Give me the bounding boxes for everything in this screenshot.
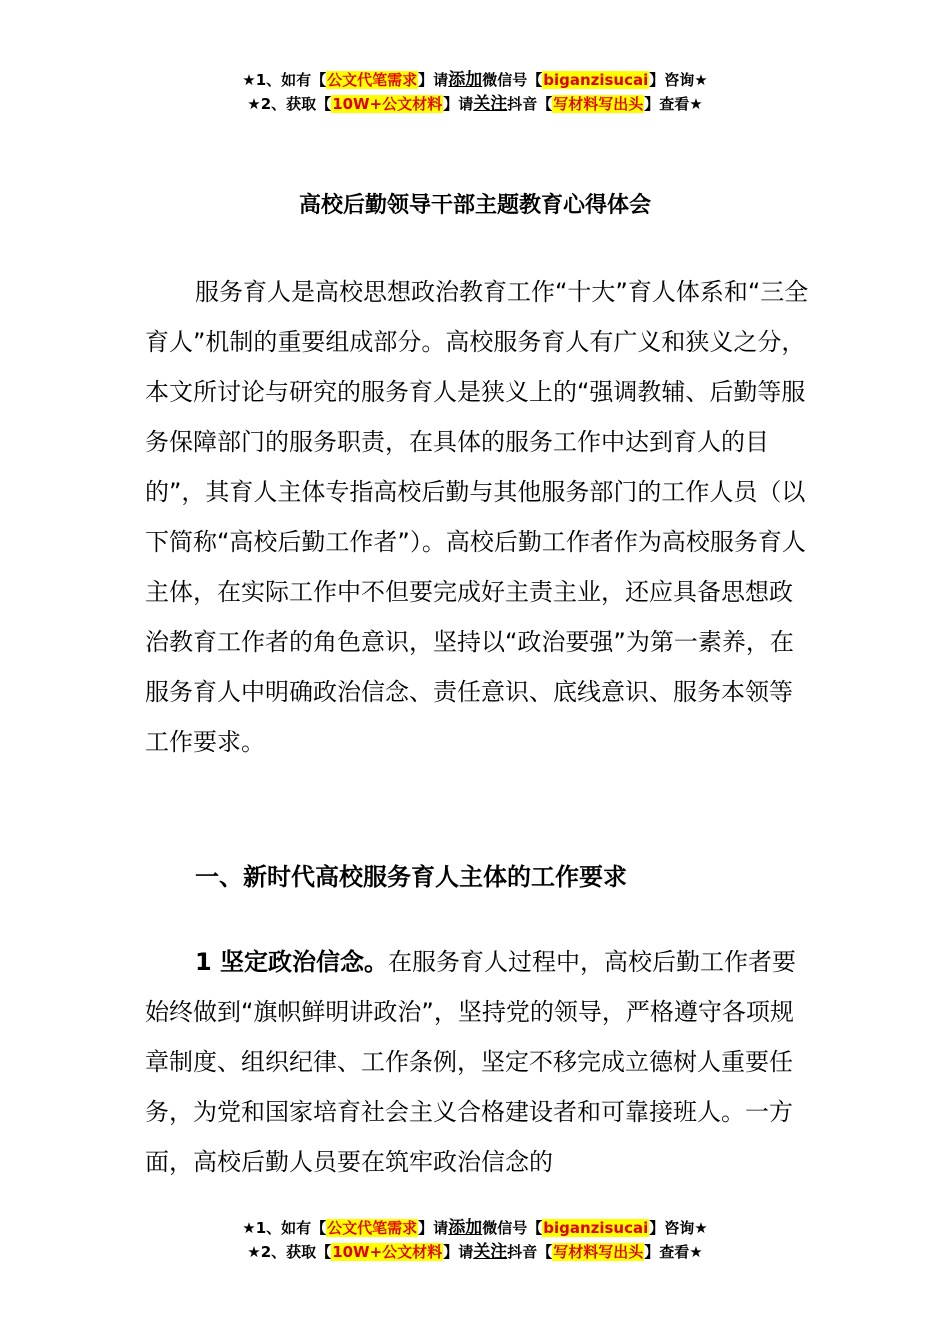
paragraph-text: 在服务育人过程中，高校后勤工作者要始终做到“旗帜鲜明讲政治”，坚持党的领导，严格遵守各项规章制度、组织纪律、工作条例，坚定不移完成立德树人重要任务，为党和国家培育社会主义合格建设者和可靠接班人。一方面，高校后勤人员要在筑牢政治信念的 bbox=[145, 948, 797, 1176]
banner-text: 抖音【 bbox=[507, 1243, 553, 1261]
banner-text: 】请 bbox=[418, 1219, 449, 1237]
banner-text: ★1、如有【 bbox=[242, 71, 327, 89]
banner-text: 微信号【 bbox=[482, 1219, 543, 1237]
banner-emphasis: 关注 bbox=[473, 94, 508, 114]
banner-line-1 bbox=[0, 68, 950, 92]
body-paragraph bbox=[145, 937, 810, 1187]
paragraph-lead: 1 坚定政治信念。 bbox=[195, 948, 389, 976]
banner-text: 】查看★ bbox=[644, 1243, 703, 1261]
banner-highlight: 公文代笔需求 bbox=[327, 71, 418, 89]
banner-text: 】请 bbox=[418, 71, 449, 89]
banner-highlight: 10W+公文材料 bbox=[332, 1243, 443, 1261]
banner-highlight: biganzisucai bbox=[543, 1219, 649, 1237]
body-paragraph bbox=[145, 267, 810, 767]
banner-emphasis: 关注 bbox=[473, 1242, 508, 1262]
banner-highlight: 写材料写出头 bbox=[553, 95, 644, 113]
banner-text: ★2、获取【 bbox=[247, 95, 332, 113]
document-title: 高校后勤领导干部主题教育心得体会 bbox=[298, 193, 651, 218]
banner-emphasis: 添加 bbox=[448, 1218, 483, 1238]
banner-text: 】咨询★ bbox=[649, 1219, 708, 1237]
banner-text: 抖音【 bbox=[507, 95, 553, 113]
banner-highlight: 10W+公文材料 bbox=[332, 95, 443, 113]
banner-text: 】请 bbox=[443, 95, 474, 113]
banner-text: 】咨询★ bbox=[649, 71, 708, 89]
banner-line-2 bbox=[0, 1240, 950, 1264]
section-heading: 一、新时代高校服务育人主体的工作要求 bbox=[195, 863, 627, 891]
banner-highlight: biganzisucai bbox=[543, 71, 649, 89]
footer-banner bbox=[0, 1216, 950, 1264]
banner-emphasis: 添加 bbox=[448, 70, 483, 90]
banner-highlight: 写材料写出头 bbox=[553, 1243, 644, 1261]
banner-line-2 bbox=[0, 92, 950, 116]
banner-text: 】查看★ bbox=[644, 95, 703, 113]
banner-highlight: 公文代笔需求 bbox=[327, 1219, 418, 1237]
paragraph-text: 服务育人是高校思想政治教育工作“十大”育人体系和“三全育人”机制的重要组成部分。高校服务育人有广义和狭义之分，本文所讨论与研究的服务育人是狭义上的“强调教辅、后勤等服务保障部门的服务职责，在具体的服务工作中达到育人的目的”，其育人主体专指高校后勤与其他服务部门的工作人员（以下简称“高校后勤工作者”）。高校后勤工作者作为高校服务育人主体，在实际工作中不但要完成好主责主业，还应具备思想政治教育工作者的角色意识，坚持以“政治要强”为第一素养，在服务育人中明确政治信念、责任意识、底线意识、服务本领等工作要求。 bbox=[145, 278, 809, 756]
header-banner bbox=[0, 68, 950, 116]
banner-text: ★1、如有【 bbox=[242, 1219, 327, 1237]
banner-text: 】请 bbox=[443, 1243, 474, 1261]
banner-text: 微信号【 bbox=[482, 71, 543, 89]
banner-text: ★2、获取【 bbox=[247, 1243, 332, 1261]
banner-line-1 bbox=[0, 1216, 950, 1240]
